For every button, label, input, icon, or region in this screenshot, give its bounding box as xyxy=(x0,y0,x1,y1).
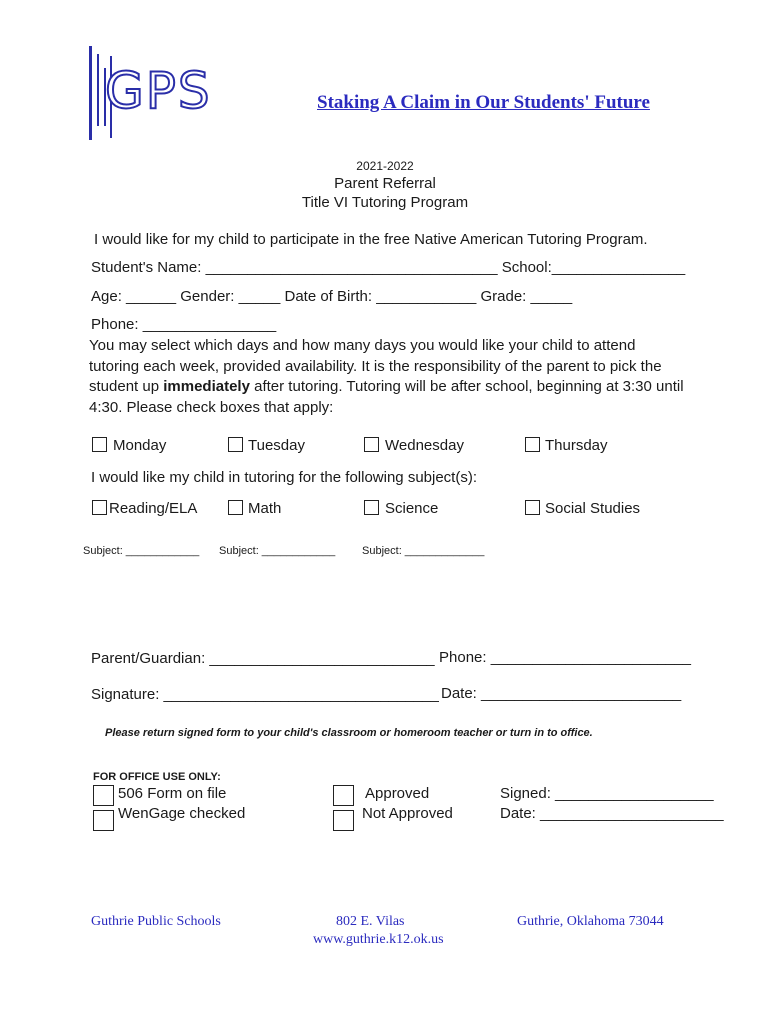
office-use-heading: FOR OFFICE USE ONLY: xyxy=(93,771,221,783)
social-studies-checkbox[interactable] xyxy=(525,500,540,515)
return-instructions: Please return signed form to your child's classroom or homeroom teacher or turn in to office. xyxy=(105,727,593,739)
math-checkbox[interactable] xyxy=(228,500,243,515)
age-gender-dob-grade-field[interactable]: Age: ______ Gender: _____ Date of Birth: ____________ Grade: _____ xyxy=(91,288,573,305)
footer-district: Guthrie Public Schools xyxy=(91,914,221,929)
subject-field[interactable]: Subject: _____________ xyxy=(362,545,485,557)
wednesday-checkbox[interactable] xyxy=(364,437,379,452)
not-approved-checkbox[interactable] xyxy=(333,810,354,831)
guardian-phone-field[interactable]: Phone: ________________________ xyxy=(439,649,691,666)
logo-text: GPS xyxy=(105,62,212,120)
subjects-prompt: I would like my child in tutoring for the following subject(s): xyxy=(91,469,478,486)
logo-bar xyxy=(89,46,92,140)
school-year: 2021-2022 xyxy=(356,159,414,173)
science-label: Science xyxy=(385,500,439,517)
wengage-checkbox[interactable] xyxy=(93,810,114,831)
reading-ela-checkbox[interactable] xyxy=(92,500,107,515)
program-title: Title VI Tutoring Program xyxy=(301,194,469,211)
signature-date-field[interactable]: Date: ________________________ xyxy=(441,685,682,702)
phone-field[interactable]: Phone: ________________ xyxy=(91,316,277,333)
parent-guardian-field[interactable]: Parent/Guardian: ___________________________ xyxy=(91,650,435,667)
monday-checkbox[interactable] xyxy=(92,437,107,452)
approved-checkbox[interactable] xyxy=(333,785,354,806)
wengage-label: WenGage checked xyxy=(118,805,246,822)
signature-field[interactable]: Signature: _________________________________ xyxy=(91,686,439,703)
approved-label: Approved xyxy=(365,785,430,802)
tagline: Staking A Claim in Our Students' Future xyxy=(317,92,650,113)
form-on-file-checkbox[interactable] xyxy=(93,785,114,806)
subject-field[interactable]: Subject: ____________ xyxy=(219,545,336,557)
logo-bar xyxy=(97,54,99,126)
monday-label: Monday xyxy=(113,437,167,454)
not-approved-label: Not Approved xyxy=(362,805,453,822)
reading-ela-label: Reading/ELA xyxy=(109,500,198,517)
student-name-field[interactable]: Student's Name: ___________________________________ School:________________ xyxy=(91,259,686,276)
thursday-checkbox[interactable] xyxy=(525,437,540,452)
math-label: Math xyxy=(248,500,282,517)
intro-text: I would like for my child to participate in the free Native American Tutoring Program. xyxy=(94,231,648,248)
subject-field[interactable]: Subject: ____________ xyxy=(83,545,200,557)
footer-address: 802 E. Vilas xyxy=(336,914,405,929)
office-date-field[interactable]: Date: ______________________ xyxy=(500,805,724,822)
thursday-label: Thursday xyxy=(545,437,608,454)
social-studies-label: Social Studies xyxy=(545,500,641,517)
office-signed-field[interactable]: Signed: ___________________ xyxy=(500,785,714,802)
tuesday-label: Tuesday xyxy=(248,437,305,454)
tuesday-checkbox[interactable] xyxy=(228,437,243,452)
footer-website[interactable]: www.guthrie.k12.ok.us xyxy=(313,932,444,947)
instructions-emphasis: immediately xyxy=(163,378,250,395)
footer-city: Guthrie, Oklahoma 73044 xyxy=(517,914,664,929)
instructions-text: You may select which days and how many days you would like your child to attend tutoring each week, provided availability. It is the responsibility of the parent to pick the student up xyxy=(89,337,662,395)
form-title: Parent Referral xyxy=(334,175,436,192)
wednesday-label: Wednesday xyxy=(385,437,464,454)
instructions-paragraph xyxy=(89,336,689,418)
form-on-file-label: 506 Form on file xyxy=(118,785,227,802)
gps-logo xyxy=(85,44,300,144)
science-checkbox[interactable] xyxy=(364,500,379,515)
instructions-text: after tutoring. Tutoring will be after school, beginning at 3:30 until 4:30. Please check boxes that apply: xyxy=(89,378,684,416)
